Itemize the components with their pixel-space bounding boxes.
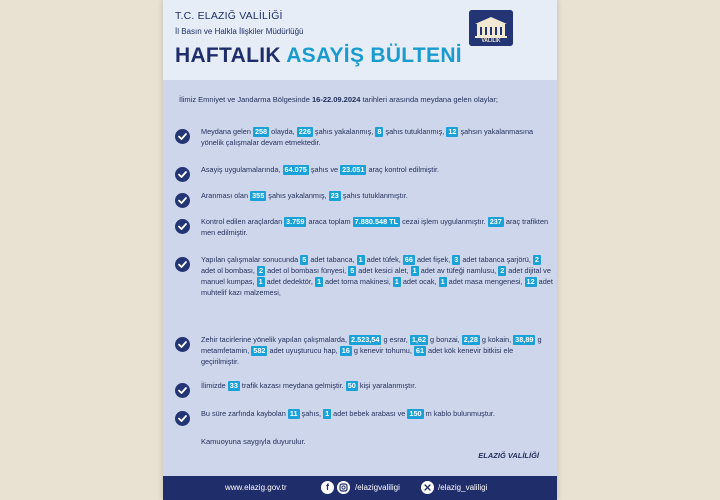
count-badge: 2,28	[463, 335, 478, 344]
count-badge: 12	[448, 127, 457, 136]
count-badge: 8	[377, 127, 382, 136]
item-part: adet ol bombası,	[201, 266, 257, 275]
footer-bar	[163, 476, 557, 500]
check-circle-icon	[175, 383, 190, 398]
count-badge: 33	[229, 381, 238, 390]
bulletin-card	[163, 0, 557, 500]
count-badge: 7.880.548 TL	[354, 217, 399, 226]
count-badge: 11	[289, 409, 298, 418]
date-range: 16-22.09.2024	[311, 95, 361, 104]
count-badge: 2	[500, 266, 505, 275]
count-badge: 23.051	[342, 165, 365, 174]
item-part: şahıs yakalanmış,	[266, 191, 329, 200]
social-handle-1[interactable]: /elazigvaliligi	[355, 483, 400, 492]
x-icon[interactable]	[421, 481, 434, 494]
check-circle-icon	[175, 337, 190, 352]
count-badge: 1	[394, 277, 399, 286]
count-badge: 61	[415, 346, 425, 355]
item-part: araca toplam	[306, 217, 353, 226]
count-badge: 582	[253, 346, 266, 355]
department-name: İl Basın ve Halkla İlişkiler Müdürlüğü	[175, 27, 304, 36]
item-text	[201, 216, 553, 238]
instagram-icon[interactable]	[337, 481, 350, 494]
item-part: adet ol bombası fünyesi,	[265, 266, 349, 275]
item-part: adet torna makinesi,	[323, 277, 393, 286]
item-part: g metamfetamin,	[201, 335, 542, 355]
count-badge: 5	[350, 266, 355, 275]
check-circle-icon	[175, 129, 190, 144]
intro-post: tarihleri arasında meydana gelen olaylar;	[360, 95, 498, 104]
count-badge: 2.523,54	[351, 335, 380, 344]
check-circle-icon	[175, 219, 190, 234]
item-part: adet kök kenevir bitkisi ele geçirilmiştir.	[201, 346, 514, 366]
count-badge: 1	[358, 255, 363, 264]
item-part: adet tabanca şarjörü,	[460, 255, 533, 264]
item-part: Bu süre zarfında kaybolan	[201, 409, 288, 418]
item-part: Aranması olan	[201, 191, 251, 200]
count-badge: 12	[526, 277, 535, 286]
item-part: adet bebek arabası ve	[331, 409, 408, 418]
item-part: İlimizde	[201, 381, 228, 390]
count-badge: 16	[341, 346, 350, 355]
check-circle-icon	[175, 257, 190, 272]
intro-text	[179, 94, 549, 105]
item-part: g esrar,	[381, 335, 410, 344]
item-part: adet ocak,	[400, 277, 439, 286]
check-circle-icon	[175, 193, 190, 208]
item-part: adet dijital ve manuel kumpas,	[201, 266, 551, 286]
count-badge: 1	[440, 277, 445, 286]
item-text	[201, 126, 553, 148]
closing-text: Kamuoyuna saygıyla duyurulur.	[201, 437, 306, 446]
count-badge: 150	[409, 409, 422, 418]
item-part: adet muhtelif kazı malzemesi,	[201, 277, 553, 297]
logo-text: VALİLİK	[481, 38, 501, 44]
count-badge: 1	[316, 277, 322, 286]
item-part: şahıs,	[299, 409, 324, 418]
item-part: şahıs yakalanmış,	[312, 127, 376, 136]
item-part: adet tabanca,	[308, 255, 357, 264]
item-part: şahıs ve	[308, 165, 341, 174]
item-part: adet dedektör,	[264, 277, 315, 286]
item-part: adet tüfek,	[364, 255, 403, 264]
item-part: şahsın yakalanmasına yönelik çalışmalar devam etmektedir.	[201, 127, 534, 147]
count-badge: 226	[298, 127, 311, 136]
item-text	[201, 254, 553, 298]
count-badge: 64.075	[284, 165, 307, 174]
item-part: trafik kazası meydana gelmiştir.	[239, 381, 346, 390]
intro-pre: İlimiz Emniyet ve Jandarma Bölgesinde	[179, 95, 312, 104]
item-part: Kontrol edilen araçlardan	[201, 217, 285, 226]
item-part: adet kesici alet,	[356, 266, 411, 275]
item-part: m kablo bulunmuştur.	[423, 409, 495, 418]
item-part: Yapılan çalışmalar sonucunda	[201, 255, 301, 264]
item-part: araç trafikten men edilmiştir.	[201, 217, 549, 237]
item-text	[201, 164, 553, 175]
count-badge: 3	[454, 255, 459, 264]
count-badge: 2	[258, 266, 264, 275]
item-part: g kokain,	[479, 335, 514, 344]
facebook-icon[interactable]: f	[321, 481, 334, 494]
bulletin-title	[175, 44, 462, 68]
item-part: Meydana gelen	[201, 127, 253, 136]
count-badge: 38,89	[515, 335, 534, 344]
item-part: kişi yaralanmıştır.	[357, 381, 417, 390]
count-badge: 23	[330, 191, 339, 200]
item-part: g kenevir tohumu,	[351, 346, 414, 355]
item-part: adet masa mengenesi,	[446, 277, 525, 286]
signature: ELAZIĞ VALİLİĞİ	[478, 451, 539, 460]
count-badge: 3.759	[286, 217, 305, 226]
item-part: Zehir tacirlerine yönelik yapılan çalışmalarda,	[201, 335, 350, 344]
count-badge: 355	[252, 191, 265, 200]
item-part: şahıs tutuklanmış,	[383, 127, 447, 136]
item-part: cezai işlem uygulanmıştır.	[400, 217, 488, 226]
item-part: adet fişek,	[414, 255, 453, 264]
count-badge: 1,62	[411, 335, 427, 344]
item-part: adet uyuşturucu hap,	[267, 346, 340, 355]
title-part-1: HAFTALIK	[175, 44, 287, 67]
item-text	[201, 408, 553, 419]
count-badge: 1	[412, 266, 417, 275]
gov-title: T.C. ELAZIĞ VALİLİĞİ	[175, 10, 283, 22]
count-badge: 2	[534, 255, 539, 264]
count-badge: 50	[347, 381, 356, 390]
title-part-2: ASAYİŞ BÜLTENİ	[286, 44, 462, 67]
governorship-logo	[469, 10, 513, 46]
check-circle-icon	[175, 411, 190, 426]
item-part: araç kontrol edilmiştir.	[366, 165, 440, 174]
item-part: Asayiş uygulamalarında,	[201, 165, 283, 174]
count-badge: 237	[489, 217, 502, 226]
count-badge: 5	[302, 255, 307, 264]
website-link[interactable]: www.elazig.gov.tr	[225, 483, 287, 492]
item-text	[201, 334, 553, 367]
item-text	[201, 380, 553, 391]
item-part: g bonzai,	[428, 335, 462, 344]
item-text	[201, 190, 553, 201]
count-badge: 258	[254, 127, 268, 136]
item-part: şahıs tutuklanmıştır.	[340, 191, 408, 200]
count-badge: 1	[258, 277, 263, 286]
social-handle-2[interactable]: /elazig_valiligi	[438, 483, 488, 492]
count-badge: 66	[404, 255, 413, 264]
check-circle-icon	[175, 167, 190, 182]
item-part: olayda,	[269, 127, 297, 136]
item-part: adet av tüfeği namlusu,	[418, 266, 499, 275]
count-badge: 1	[325, 409, 330, 418]
